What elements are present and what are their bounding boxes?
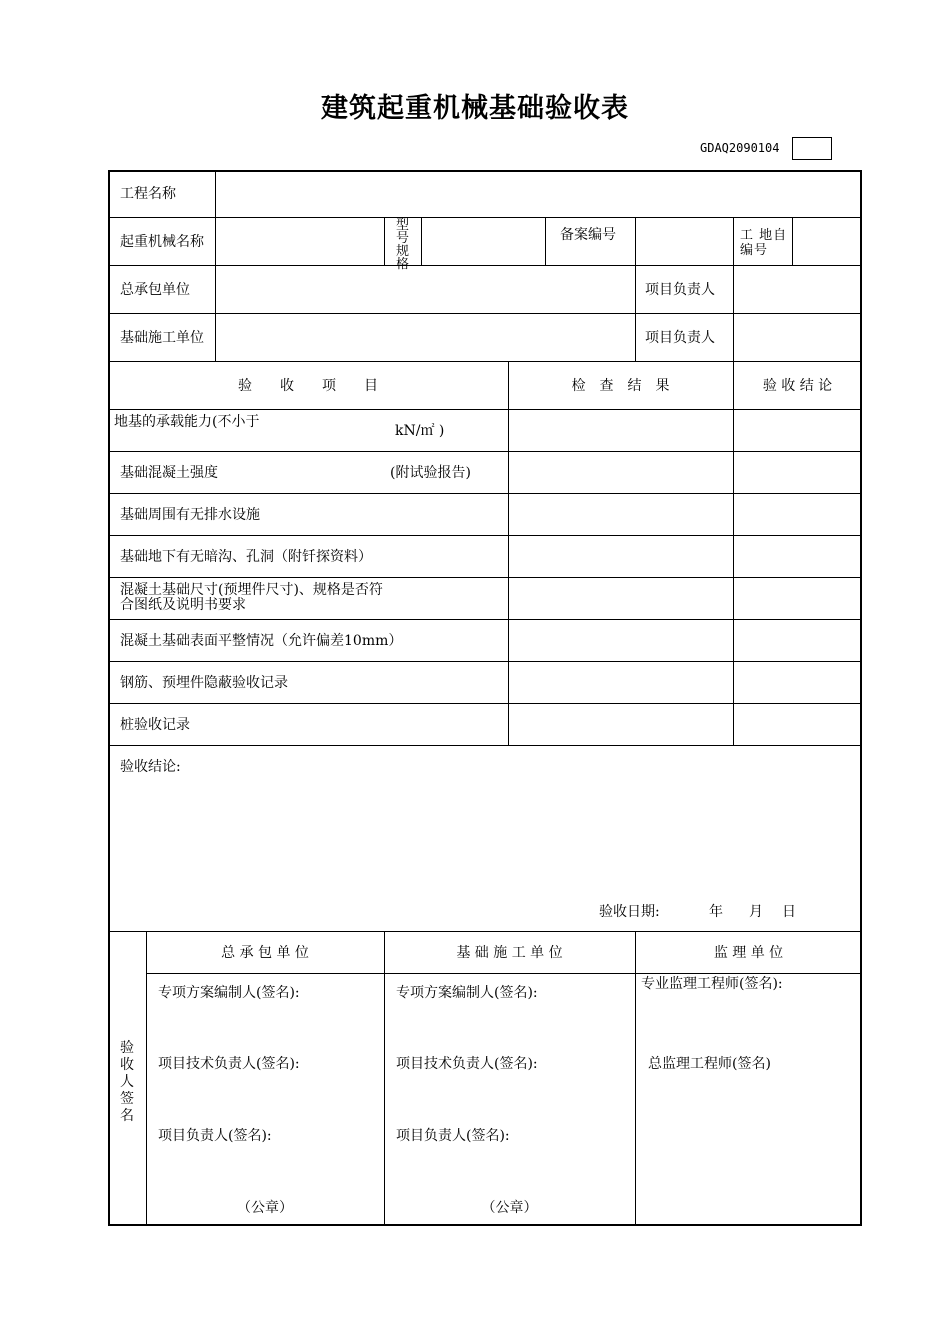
row-divider (108, 361, 862, 362)
project-manager-label-2: 项目负责人 (645, 330, 715, 346)
sig-col-supervision-title: 监 理 单 位 (713, 945, 784, 961)
sig-foundation-line-1: 专项方案编制人(签名): (396, 985, 538, 1001)
col-divider (733, 217, 734, 361)
sig-supervision-line-1: 专业监理工程师(签名): (641, 976, 783, 992)
inspection-item-7: 钢筋、预埋件隐蔽验收记录 (120, 675, 288, 691)
project-name-label: 工程名称 (120, 186, 176, 202)
sig-col-general-title: 总 承 包 单 位 (221, 945, 309, 961)
row-divider (108, 661, 862, 662)
project-manager-label: 项目负责人 (645, 282, 715, 298)
inspection-item-6: 混凝土基础表面平整情况（允许偏差10mm） (120, 633, 403, 649)
inspection-item-8: 桩验收记录 (120, 717, 190, 733)
sig-supervision-line-2: 总监理工程师(签名) (648, 1056, 771, 1072)
inspection-item-1-unit: kN/㎡ ) (395, 423, 445, 439)
model-label: 型号规格 (396, 218, 410, 272)
col-divider (792, 217, 793, 265)
inspection-item-2: 基础混凝土强度 (120, 465, 218, 481)
col-divider (635, 217, 636, 361)
header-result: 检 查 结 果 (571, 378, 670, 394)
inspection-item-2-note: (附试验报告) (390, 465, 471, 481)
row-divider (108, 493, 862, 494)
header-conclusion: 验 收 结 论 (762, 378, 833, 394)
date-year: 年 (709, 904, 723, 920)
sig-foundation-seal: （公章） (481, 1200, 538, 1216)
row-divider (108, 745, 862, 746)
row-divider (108, 409, 862, 410)
row-divider (108, 217, 862, 218)
inspection-item-3: 基础周围有无排水设施 (120, 507, 260, 523)
col-divider (635, 931, 636, 1226)
conclusion-label: 验收结论: (120, 759, 181, 775)
row-divider (108, 619, 862, 620)
sig-general-line-1: 专项方案编制人(签名): (158, 985, 300, 1001)
sig-general-seal: （公章） (237, 1200, 293, 1216)
sig-general-line-2: 项目技术负责人(签名): (158, 1056, 300, 1072)
date-month: 月 (749, 904, 763, 920)
col-divider (508, 361, 509, 745)
site-no-label: 工 地自编号 (740, 228, 788, 258)
header-item: 验 收 项 目 (238, 378, 378, 394)
col-divider (545, 217, 546, 265)
sig-col-foundation-title: 基 础 施 工 单 位 (456, 945, 563, 961)
inspection-item-5: 混凝土基础尺寸(预埋件尺寸)、规格是否符合图纸及说明书要求 (120, 582, 383, 613)
inspection-item-1: 地基的承载能力(不小于 (114, 414, 260, 430)
row-divider (108, 265, 862, 266)
signature-side-label: 验收人签名 (120, 1040, 134, 1124)
form-code-box (792, 137, 832, 160)
col-divider (215, 170, 216, 362)
record-no-label: 备案编号 (560, 227, 616, 243)
row-divider (108, 703, 862, 704)
inspection-item-4: 基础地下有无暗沟、孔洞（附钎探资料） (120, 549, 372, 565)
acceptance-date-label: 验收日期: (599, 904, 660, 920)
row-divider (146, 973, 862, 974)
row-divider (108, 577, 862, 578)
general-contractor-label: 总承包单位 (120, 282, 190, 298)
sig-general-line-3: 项目负责人(签名): (158, 1128, 272, 1144)
col-divider (384, 931, 385, 1226)
form-code: GDAQ2090104 (700, 141, 780, 155)
row-divider (108, 451, 862, 452)
row-divider (108, 535, 862, 536)
page-title: 建筑起重机械基础验收表 (321, 93, 629, 124)
col-divider (146, 931, 147, 1226)
foundation-unit-label: 基础施工单位 (120, 330, 204, 346)
sig-foundation-line-2: 项目技术负责人(签名): (396, 1056, 538, 1072)
row-divider (108, 313, 862, 314)
date-day: 日 (782, 904, 796, 920)
crane-name-label: 起重机械名称 (120, 234, 204, 250)
sig-foundation-line-3: 项目负责人(签名): (396, 1128, 510, 1144)
col-divider (384, 217, 385, 265)
col-divider (421, 217, 422, 265)
col-divider (733, 361, 734, 745)
row-divider (108, 931, 862, 932)
